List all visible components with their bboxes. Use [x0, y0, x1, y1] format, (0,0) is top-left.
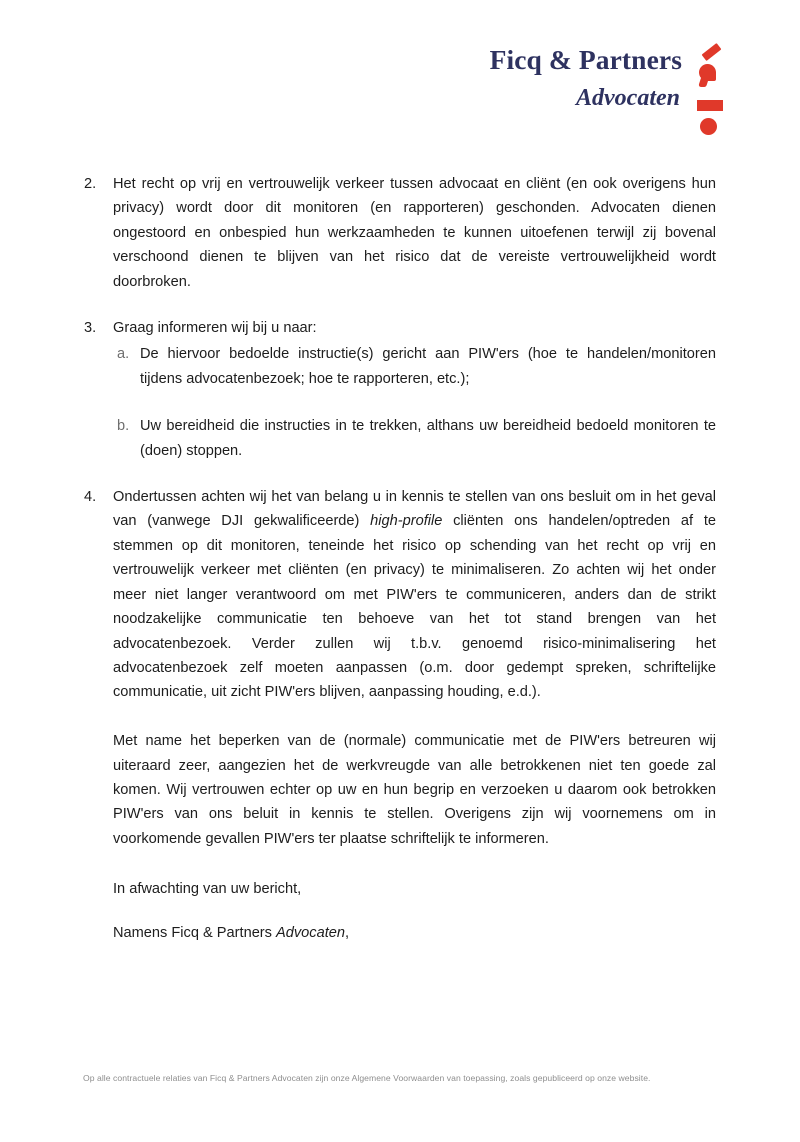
closing-line-1: In afwachting van uw bericht,	[113, 881, 302, 898]
item-3-lead-text: Graag informeren wij bij u naar:	[113, 320, 317, 337]
sub-item-a	[113, 342, 716, 391]
item-2-text: Het recht op vrij en vertrouwelijk verkeer tussen advocaat en cliënt (en ook overigens hun privacy) wordt door dit monitoren (en rapporteren) geschonden. Advocaten dienen ongestoord en onbespied hun werkzaamheden te kunnen uitoefenen terwijl zij bovenal verschoond dienen te blijven van het risico dat de vereiste vertrouwelijkheid wordt doorbroken.	[113, 176, 716, 290]
logo-tagline: Advocaten	[576, 84, 680, 111]
signature-emphasis: Advocaten	[276, 924, 345, 941]
letter-body	[84, 172, 716, 967]
item-4-paragraph-1	[113, 485, 716, 705]
signature-part1: Namens Ficq & Partners	[113, 924, 277, 941]
sub-item-b-body	[140, 414, 716, 463]
letter-closing	[113, 877, 716, 945]
numbered-item-4	[84, 485, 716, 945]
item-3-marker: 3.	[84, 320, 97, 337]
item-4-p1-part1: Ondertussen achten wij het van belang u in kennis te stellen van ons besluit om in het geval van (vanwege DJI gekwalificeerde)	[113, 489, 716, 530]
logo-dot-icon	[700, 118, 717, 135]
logo-company-name: Ficq & Partners	[489, 44, 682, 75]
item-4-p1-part2: cliënten ons handelen/optreden af te stemmen op dit monitoren, teneinde het risico op schending van het recht op vrij en vertrouwelijk verkeer met cliënten (en privacy) te minimaliseren. Zo achten wij het onder meer niet langer verantwoord om met PIW'ers te communiceren, anders dan de strikt noodzakelijke communicatie ten behoeve van het tot stand brengen van het advocatenbezoek. Verder zullen wij t.b.v. genoemd risico-minimalisering het advocatenbezoek zelf moeten aanpassen (o.m. door gedempt spreken, schriftelijke communicatie, uit zicht PIW'ers blijven, aanpassing houding, e.d.).	[113, 513, 717, 701]
sub-item-b	[113, 414, 716, 463]
sub-item-a-marker: a.	[117, 346, 130, 363]
item-3-sublist	[113, 342, 716, 463]
logo-mark-icon	[696, 48, 726, 136]
letterhead	[490, 46, 726, 136]
sub-item-b-text: Uw bereidheid die instructies in te trekken, althans uw bereidheid bedoeld monitoren te (doen) stoppen.	[140, 418, 716, 459]
closing-signature-line	[113, 921, 716, 945]
item-2-marker: 2.	[84, 176, 97, 192]
page-footer-disclaimer: Op alle contractuele relaties van Ficq & Partners Advocaten zijn onze Algemene Voorwaarden van toepassing, zoals gepubliceerd op onze website.	[83, 1073, 651, 1083]
sub-item-a-body	[140, 342, 716, 391]
item-4-paragraph-2: Met name het beperken van de (normale) communicatie met de PIW'ers betreuren wij uiteraard zeer, aangezien het de werkvreugde van alle betrokkenen niet ten goede zal komen. Wij vertrouwen echter op uw en hun begrip en verzoeken u daarom ook betrokken PIW'ers van ons beluit in kennis te stellen. Overigens zijn wij voornemens om in voorkomende gevallen PIW'ers ter plaatse schriftelijk te informeren.	[113, 733, 716, 847]
item-4-p1-emphasis: high-profile	[370, 513, 443, 530]
item-3-body	[113, 316, 716, 463]
item-2-body	[113, 172, 716, 294]
numbered-item-3	[84, 316, 716, 463]
logo-slash-icon	[702, 43, 722, 61]
signature-part2: ,	[345, 924, 350, 941]
item-4-marker: 4.	[84, 489, 97, 506]
sub-item-a-text: De hiervoor bedoelde instructie(s) gericht aan PIW'ers (hoe te handelen/monitoren tijdens advocatenbezoek; hoe te rapporteren, etc.);	[140, 346, 716, 387]
logo-wordmark	[490, 46, 682, 110]
item-4-body	[113, 485, 716, 945]
numbered-item-2	[84, 172, 716, 294]
sub-item-b-marker: b.	[117, 418, 130, 435]
logo-bar-icon	[697, 100, 723, 111]
logo-comma-icon	[699, 64, 716, 81]
